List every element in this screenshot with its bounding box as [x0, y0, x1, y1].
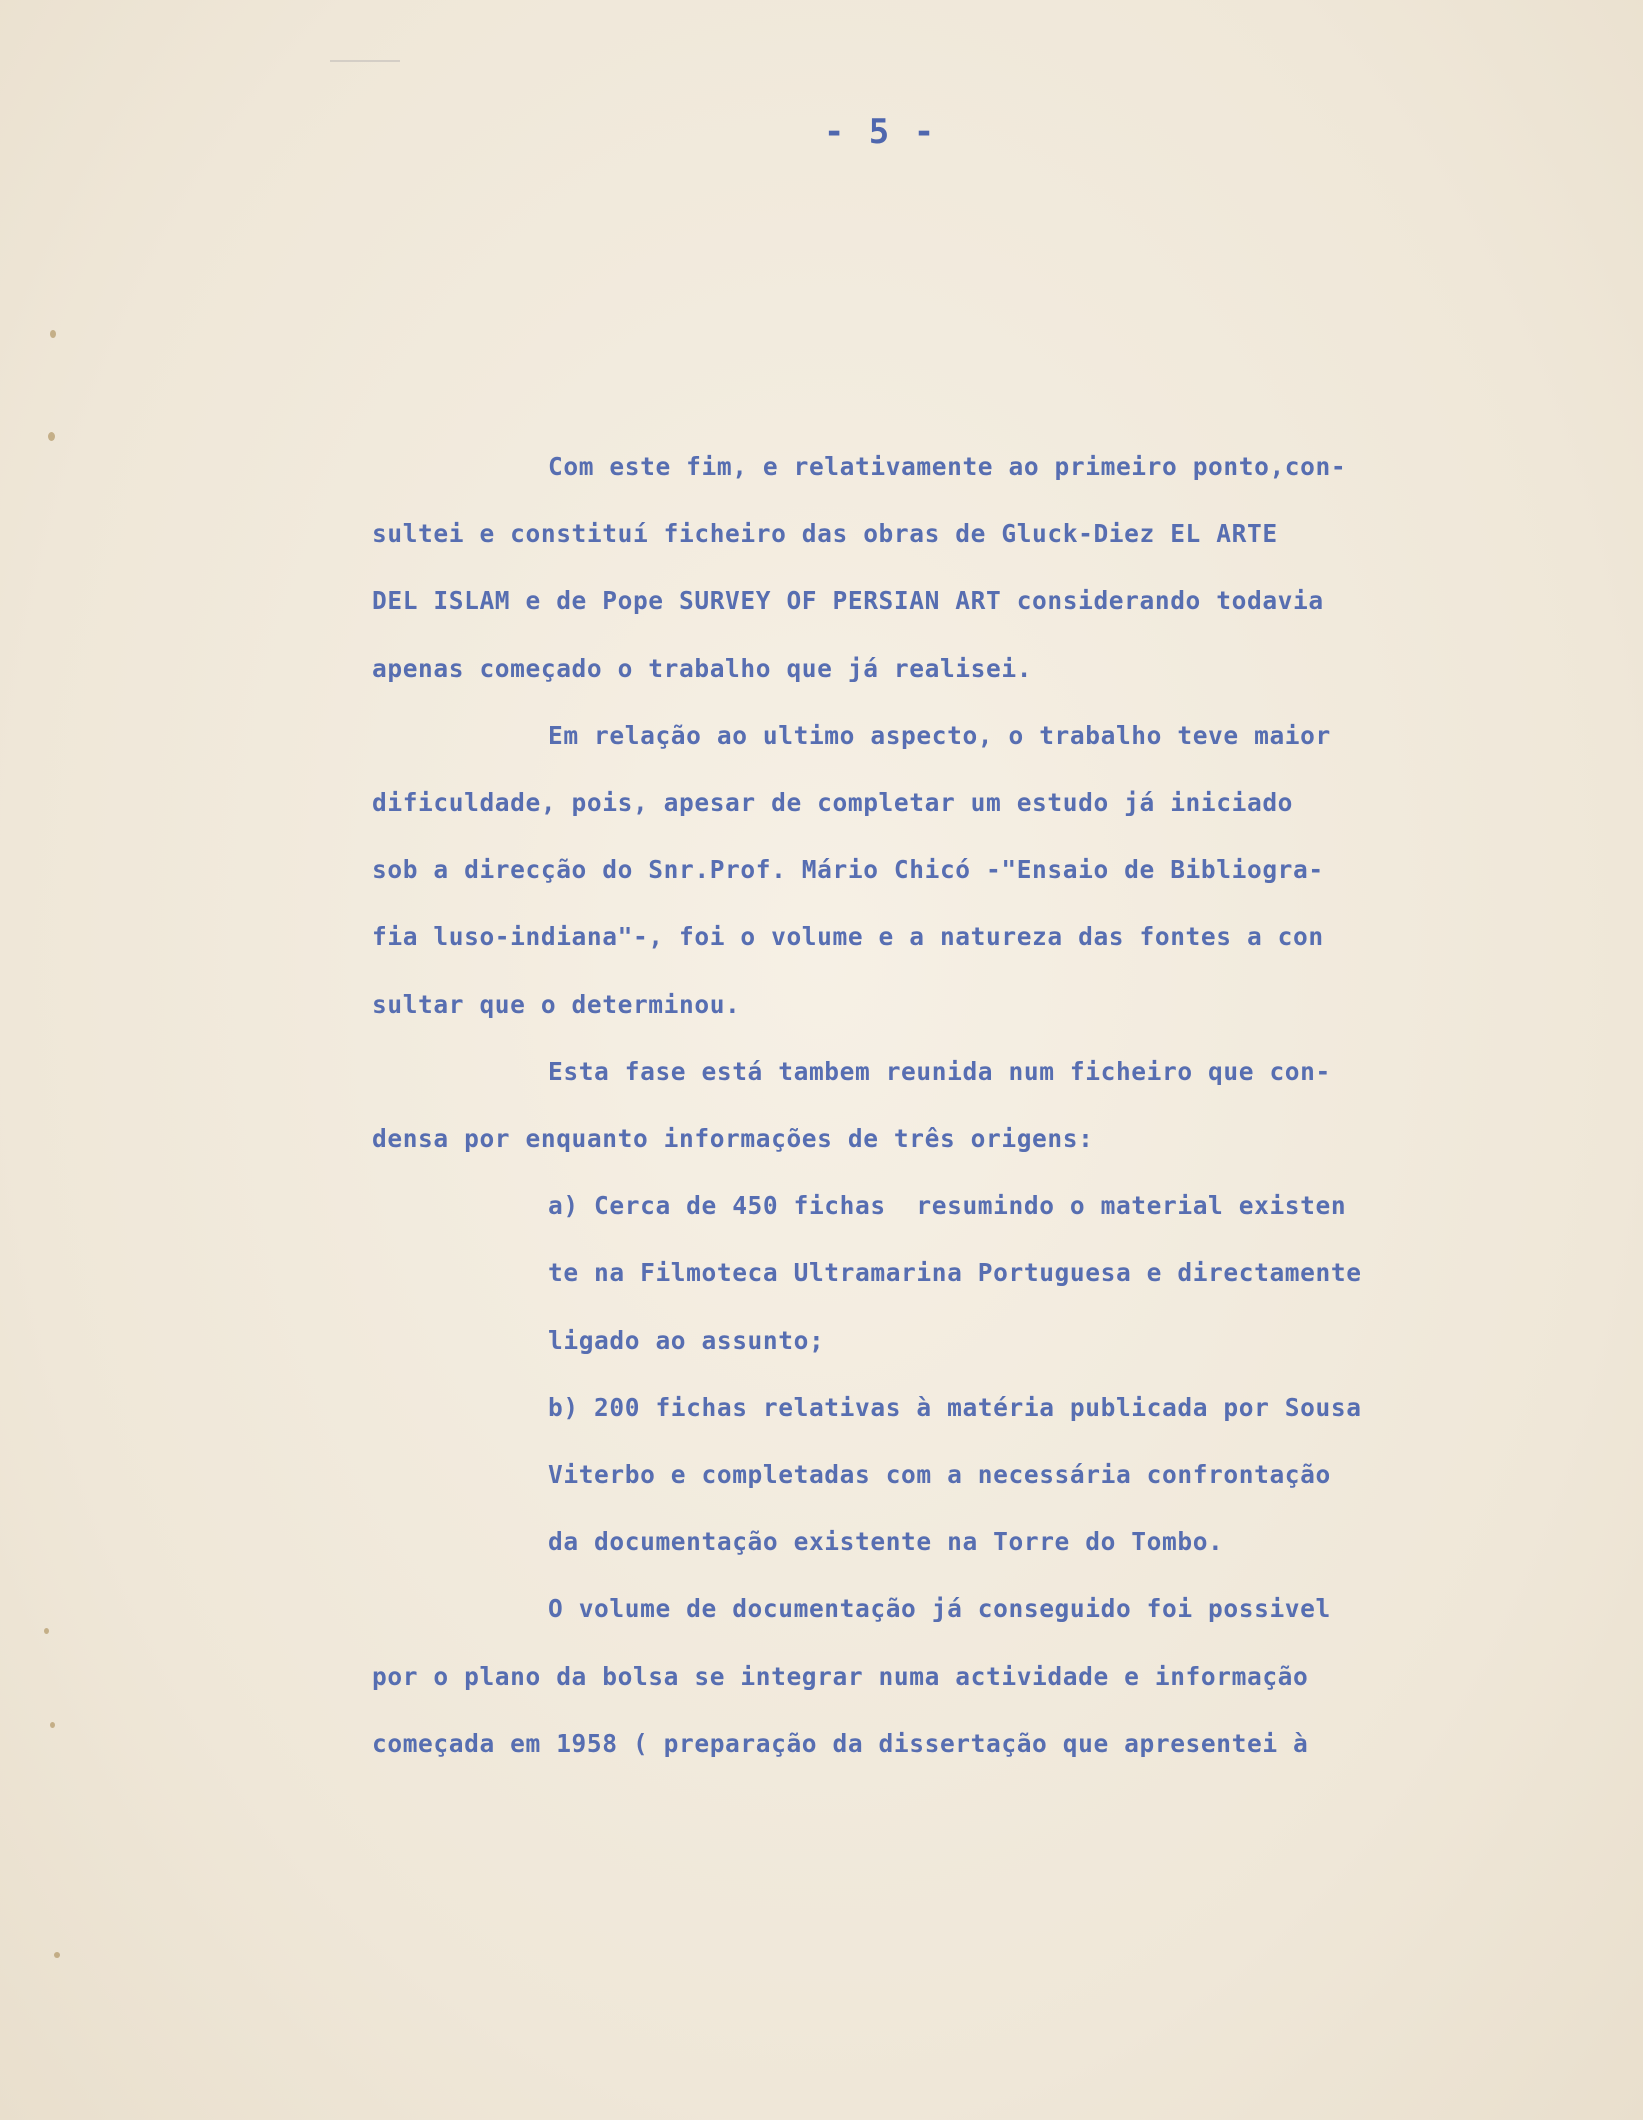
text-line: DEL ISLAM e de Pope SURVEY OF PERSIAN ART considerando todavia — [372, 586, 1324, 616]
text-line: a) Cerca de 450 fichas resumindo o material existen — [548, 1191, 1347, 1221]
text-line: Esta fase está tambem reunida num ficheiro que con- — [548, 1056, 1331, 1086]
text-line: Em relação ao ultimo aspecto, o trabalho teve maior — [548, 720, 1331, 750]
text-line: Viterbo e completadas com a necessária confrontação — [548, 1460, 1331, 1489]
text-line: b) 200 fichas relativas à matéria publicada por Sousa — [548, 1392, 1362, 1422]
text-line: por o plano da bolsa se integrar numa actividade e informação — [372, 1661, 1309, 1691]
text-line: O volume de documentação já conseguido foi possivel — [548, 1594, 1331, 1624]
text-line: te na Filmoteca Ultramarina Portuguesa e directamente — [548, 1258, 1362, 1288]
ink-speck — [54, 1952, 60, 1958]
paper-crease — [330, 60, 400, 62]
text-line: Com este fim, e relativamente ao primeiro ponto,con- — [548, 452, 1347, 481]
text-line: densa por enquanto informações de três origens: — [372, 1124, 1094, 1153]
page-number: - 5 - — [823, 112, 937, 152]
text-line: apenas começado o trabalho que já realisei. — [372, 653, 1033, 683]
text-line: dificuldade, pois, apesar de completar um estudo já iniciado — [372, 788, 1294, 817]
text-line: da documentação existente na Torre do Tombo. — [548, 1527, 1224, 1557]
text-line: começada em 1958 ( preparação da dissertação que apresentei à — [372, 1728, 1309, 1758]
text-line: sob a direcção do Snr.Prof. Mário Chicó -"Ensaio de Bibliogra- — [372, 855, 1324, 885]
text-line: sultar que o determinou. — [372, 989, 741, 1019]
ink-speck — [44, 1628, 49, 1634]
text-line: ligado ao assunto; — [548, 1325, 825, 1355]
ink-speck — [48, 432, 55, 441]
text-line: sultei e constituí ficheiro das obras de Gluck-Diez EL ARTE — [372, 519, 1278, 549]
text-line: fia luso-indiana"-, foi o volume e a natureza das fontes a con — [372, 922, 1324, 952]
ink-speck — [50, 1722, 55, 1728]
ink-speck — [50, 330, 56, 338]
